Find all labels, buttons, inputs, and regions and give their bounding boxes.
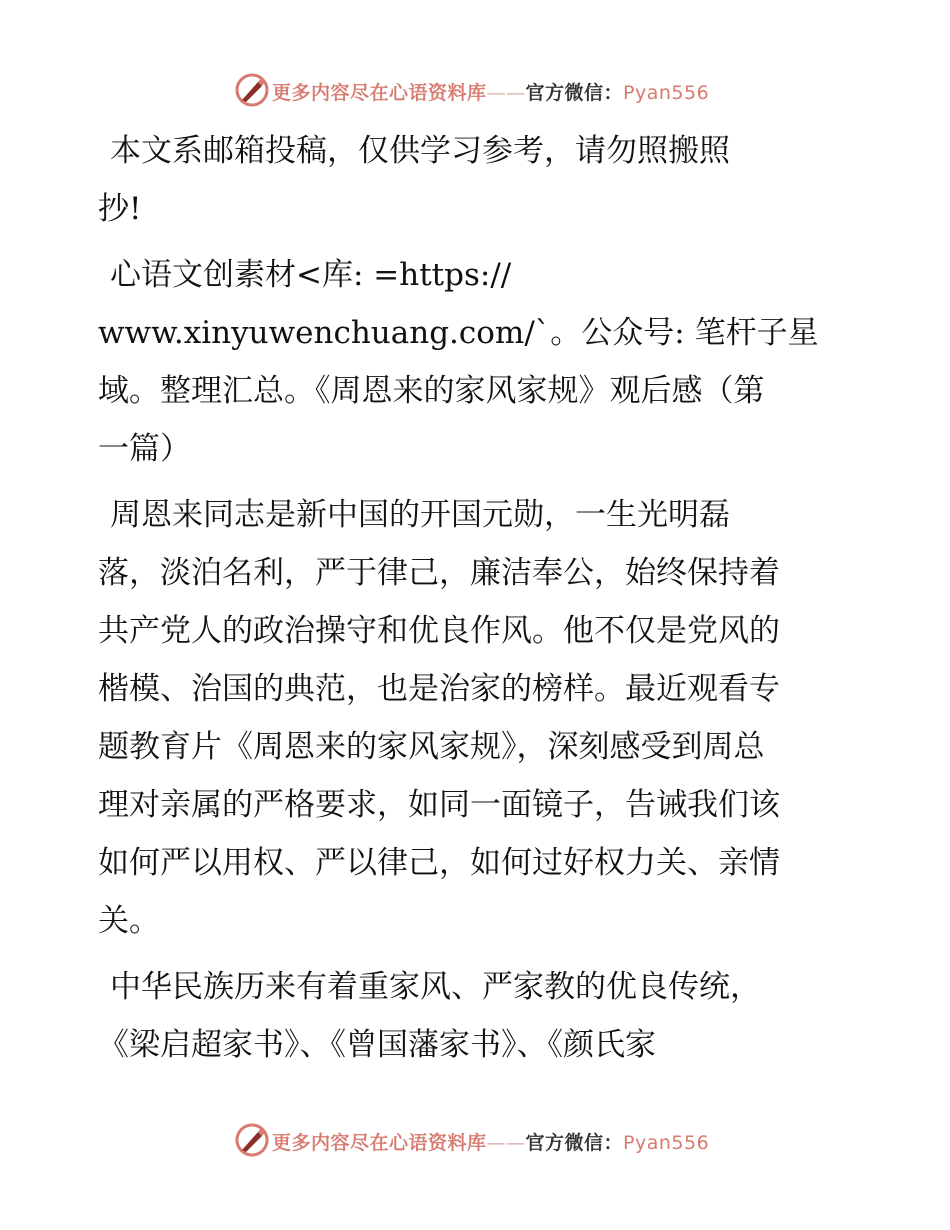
text-line: 如何严以用权、严以律己，如何过好权力关、亲情 (98, 845, 780, 881)
banner-dash: —— (486, 82, 526, 104)
text-line: 理对亲属的严格要求，如同一面镜子，告诫我们该 (98, 787, 780, 823)
text-line: 抄! (98, 191, 142, 227)
text-line: 《梁启超家书》、《曾国藩家书》、《颜氏家 (98, 1027, 656, 1063)
header-banner (0, 70, 950, 110)
footer-banner (0, 1120, 950, 1160)
document-body (98, 122, 868, 1082)
text-line: 本文系邮箱投稿，仅供学习参考，请勿照搬照 (110, 133, 730, 169)
text-line: 落，淡泊名利，严于律己，廉洁奉公，始终保持着 (98, 555, 780, 591)
text-line: 心语文创素材<库: =https:// (110, 257, 512, 293)
banner-wechat-id: Pyan556 (623, 1132, 710, 1154)
paragraph-body-2 (98, 958, 868, 1074)
text-line: 共产党人的政治操守和优良作风。他不仅是党风的 (98, 613, 780, 649)
paragraph-source (98, 246, 868, 478)
text-line: 楷模、治国的典范，也是治家的榜样。最近观看专 (98, 671, 780, 707)
text-line: 周恩来同志是新中国的开国元勋，一生光明磊 (110, 497, 730, 533)
text-line: 关。 (98, 903, 160, 939)
banner-main-text: 更多内容尽在心语资料库 (272, 82, 487, 104)
text-line: 中华民族历来有着重家风、严家教的优良传统， (110, 969, 761, 1005)
text-line: www.xinyuwenchuang.com/`。公众号: 笔杆子星 (98, 315, 819, 351)
banner-main-text: 更多内容尽在心语资料库 (272, 1132, 487, 1154)
text-line: 域。整理汇总。《周恩来的家风家规》观后感（第 (98, 373, 765, 409)
paragraph-disclaimer (98, 122, 868, 238)
pen-logo-icon (234, 72, 270, 108)
banner-wechat-id: Pyan556 (623, 82, 710, 104)
banner-wechat-label: 官方微信： (525, 1132, 624, 1154)
banner-dash: —— (486, 1132, 526, 1154)
banner-wechat-label: 官方微信： (525, 82, 624, 104)
text-line: 题教育片《周恩来的家风家规》，深刻感受到周总 (98, 729, 765, 765)
text-line: 一篇） (98, 431, 191, 467)
pen-logo-icon (234, 1122, 270, 1158)
paragraph-body-1 (98, 486, 868, 950)
